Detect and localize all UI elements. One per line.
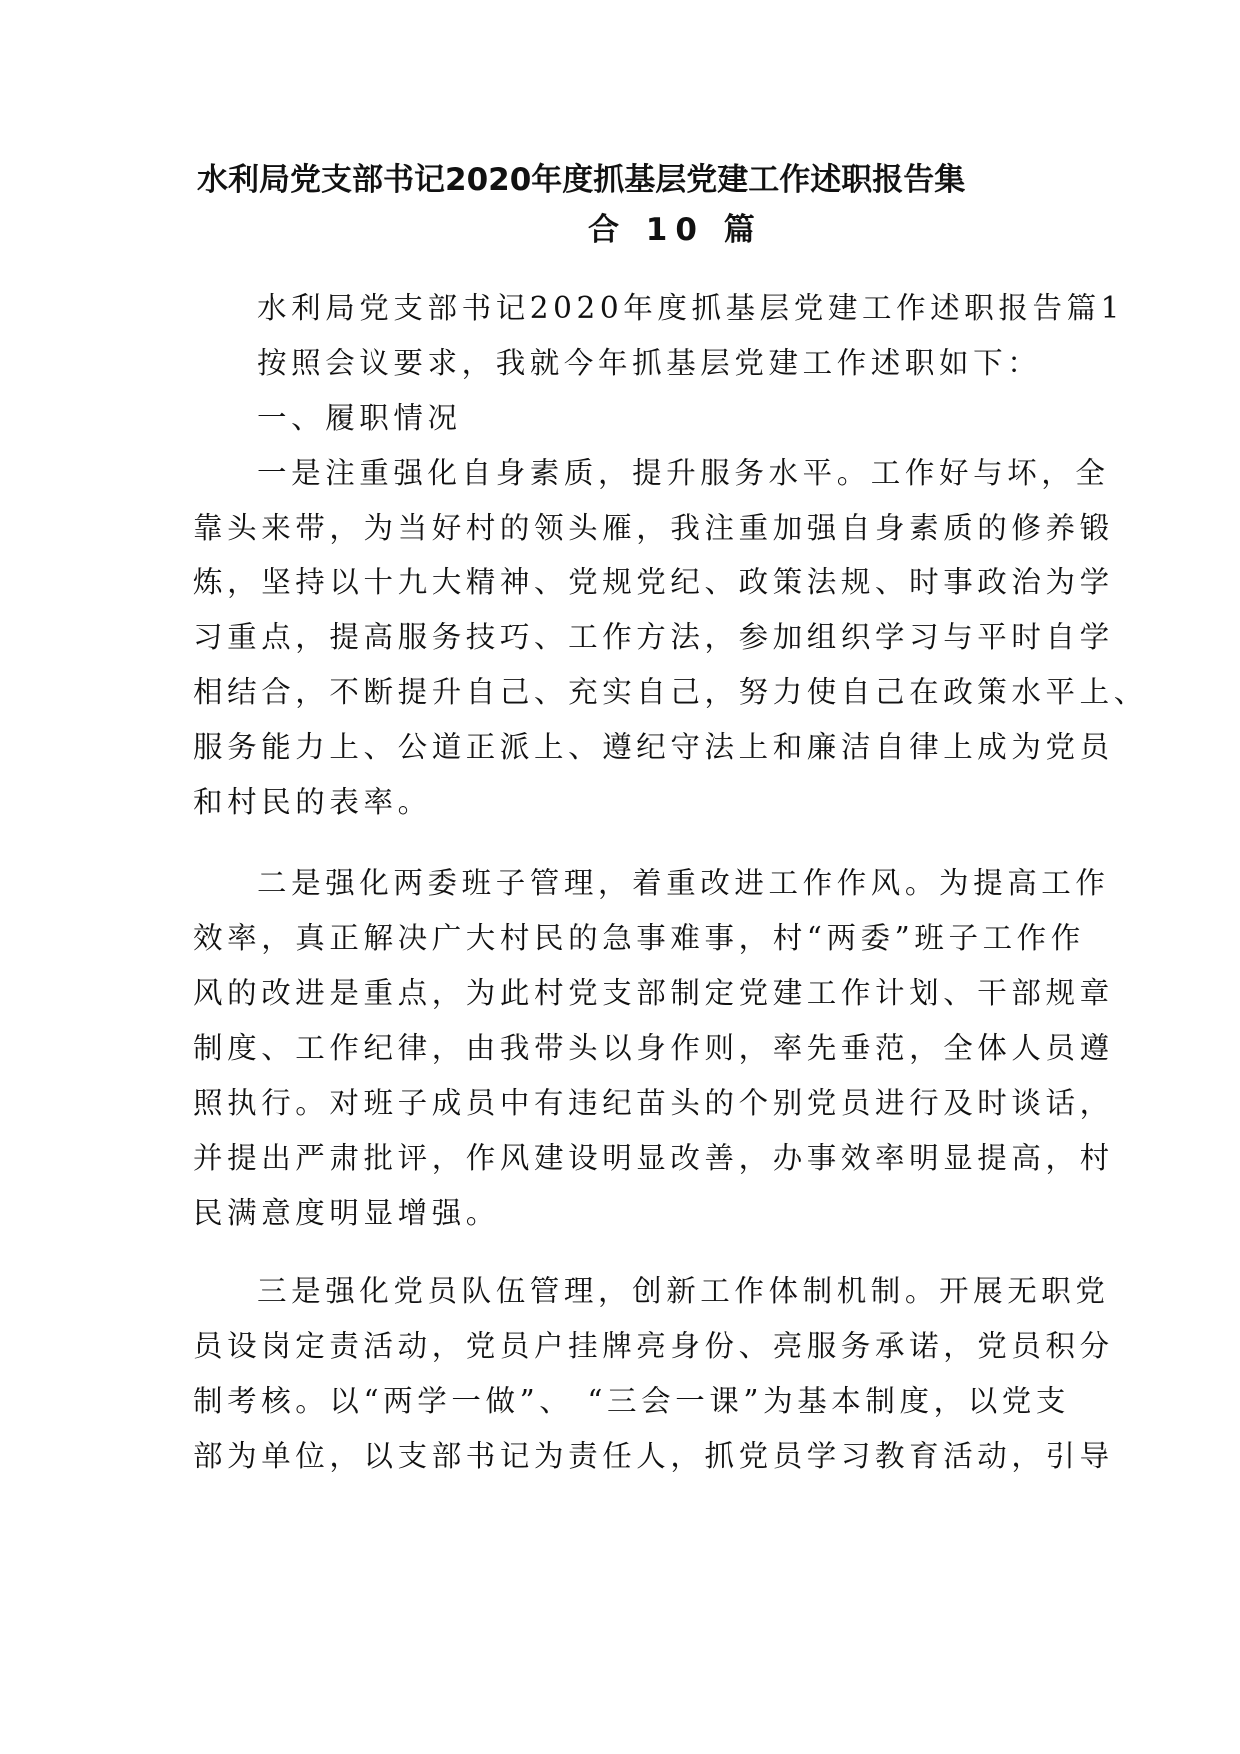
paragraph-line: 效率，真正解决广大村民的急事难事，村“两委”班子工作作 (193, 921, 1085, 955)
subsection-heading: 一、履职情况 (257, 401, 462, 435)
paragraph-line: 一是注重强化自身素质，提升服务水平。工作好与坏，全 (257, 456, 1110, 490)
paragraph-line: 和村民的表率。 (193, 785, 432, 819)
section-heading: 水利局党支部书记2020年度抓基层党建工作述职报告篇1 (257, 291, 1125, 325)
paragraph-line: 制考核。以“两学一做”、 “三会一课”为基本制度，以党支 (193, 1384, 1071, 1418)
paragraph-line: 照执行。对班子成员中有违纪苗头的个别党员进行及时谈话， (193, 1086, 1114, 1120)
paragraph-line: 员设岗定责活动，党员户挂牌亮身份、亮服务承诺，党员积分 (193, 1329, 1114, 1363)
paragraph-line: 按照会议要求，我就今年抓基层党建工作述职如下： (257, 346, 1042, 380)
paragraph-line: 民满意度明显增强。 (193, 1196, 500, 1230)
paragraph-line: 并提出严肃批评，作风建设明显改善，办事效率明显提高，村 (193, 1141, 1114, 1175)
paragraph-line: 制度、工作纪律，由我带头以身作则，率先垂范，全体人员遵 (193, 1031, 1114, 1065)
paragraph-line: 习重点，提高服务技巧、工作方法，参加组织学习与平时自学 (193, 620, 1114, 654)
document-title-line-2: 合 10 篇 (588, 212, 763, 248)
paragraph-line: 风的改进是重点，为此村党支部制定党建工作计划、干部规章 (193, 976, 1114, 1010)
paragraph-line: 部为单位，以支部书记为责任人，抓党员学习教育活动，引导 (193, 1439, 1114, 1473)
paragraph-line: 服务能力上、公道正派上、遵纪守法上和廉洁自律上成为党员 (193, 730, 1114, 764)
paragraph-line: 炼，坚持以十九大精神、党规党纪、政策法规、时事政治为学 (193, 565, 1114, 599)
paragraph-line: 二是强化两委班子管理，着重改进工作作风。为提高工作 (257, 866, 1110, 900)
document-title-line-1: 水利局党支部书记2020年度抓基层党建工作述职报告集 (197, 162, 966, 198)
paragraph-line: 靠头来带，为当好村的领头雁，我注重加强自身素质的修养锻 (193, 511, 1114, 545)
paragraph-line: 相结合，不断提升自己、充实自己，努力使自己在政策水平上、 (193, 675, 1148, 709)
paragraph-line: 三是强化党员队伍管理，创新工作体制机制。开展无职党 (257, 1274, 1110, 1308)
